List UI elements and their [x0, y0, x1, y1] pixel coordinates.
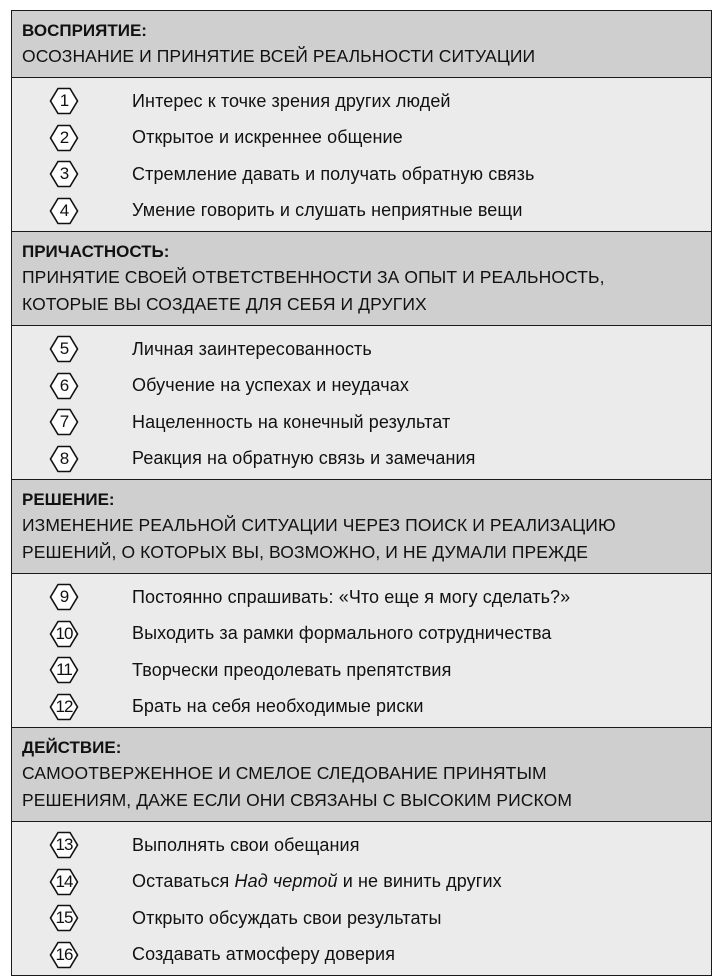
list-item	[12, 900, 711, 937]
list-item	[12, 827, 711, 864]
list-item	[12, 579, 711, 616]
hexagon-number-badge: 5	[49, 335, 79, 363]
section-title: ДЕЙСТВИЕ:	[22, 738, 122, 757]
item-text: Создавать атмосферу доверия	[132, 944, 396, 965]
list-item	[12, 83, 711, 120]
section-subtitle-line: КОТОРЫЕ ВЫ СОЗДАЕТЕ ДЛЯ СЕБЯ И ДРУГИХ	[22, 294, 427, 314]
item-text: Обучение на успехах и неудачах	[132, 375, 409, 396]
section-subtitle-line: РЕШЕНИЯМ, ДАЖЕ ЕСЛИ ОНИ СВЯЗАНЫ С ВЫСОКИМ РИСКОМ	[22, 790, 572, 810]
hexagon-number-badge: 1	[49, 87, 79, 115]
section-subtitle-line: ОСОЗНАНИЕ И ПРИНЯТИЕ ВСЕЙ РЕАЛЬНОСТИ СИТУАЦИИ	[22, 46, 536, 66]
hexagon-number-badge: 4	[49, 197, 79, 225]
item-text: Стремление давать и получать обратную связь	[132, 163, 535, 184]
item-text: Интерес к точке зрения других людей	[132, 90, 451, 111]
section-title: ВОСПРИЯТИЕ:	[22, 21, 147, 40]
list-item	[12, 331, 711, 368]
list-item	[12, 689, 711, 726]
item-text: Реакция на обратную связь и замечания	[132, 448, 476, 469]
item-text: Открытое и искреннее общение	[132, 127, 403, 148]
item-text: Брать на себя необходимые риски	[132, 696, 424, 717]
section-header-solution	[12, 480, 711, 574]
hexagon-number-badge: 15	[49, 904, 79, 932]
emphasis-text: Над чертой	[234, 871, 338, 892]
section-items-action	[12, 822, 711, 975]
hexagon-number-badge: 2	[49, 124, 79, 152]
hexagon-number-badge: 12	[49, 693, 79, 721]
section-items-accountability	[12, 326, 711, 480]
item-text: Открыто обсуждать свои результаты	[132, 907, 442, 928]
hexagon-number-badge: 10	[49, 620, 79, 648]
hexagon-number-badge: 7	[49, 408, 79, 436]
list-item	[12, 864, 711, 901]
section-header-action	[12, 728, 711, 822]
list-item	[12, 616, 711, 653]
hexagon-number-badge: 11	[49, 656, 79, 684]
item-text: Выполнять свои обещания	[132, 834, 360, 855]
list-item	[12, 937, 711, 974]
steps-table	[11, 10, 712, 976]
item-text: Выходить за рамки формального сотрудничества	[132, 623, 552, 644]
item-text: Постоянно спрашивать: «Что еще я могу сделать?»	[132, 586, 571, 607]
list-item	[12, 404, 711, 441]
hexagon-number-badge: 13	[49, 831, 79, 859]
hexagon-number-badge: 9	[49, 583, 79, 611]
item-text: Оставаться Над чертой и не винить других	[132, 871, 502, 892]
list-item	[12, 156, 711, 193]
section-subtitle-line: ПРИНЯТИЕ СВОЕЙ ОТВЕТСТВЕННОСТИ ЗА ОПЫТ И РЕАЛЬНОСТЬ,	[22, 267, 605, 287]
hexagon-number-badge: 16	[49, 941, 79, 969]
list-item	[12, 441, 711, 478]
item-text: Нацеленность на конечный результат	[132, 411, 451, 432]
section-title: РЕШЕНИЕ:	[22, 490, 115, 509]
list-item	[12, 120, 711, 157]
section-title: ПРИЧАСТНОСТЬ:	[22, 242, 170, 261]
list-item	[12, 652, 711, 689]
section-header-awareness	[12, 11, 711, 78]
hexagon-number-badge: 3	[49, 160, 79, 188]
section-items-solution	[12, 574, 711, 728]
hexagon-number-badge: 14	[49, 868, 79, 896]
section-items-awareness	[12, 78, 711, 232]
section-subtitle-line: ИЗМЕНЕНИЕ РЕАЛЬНОЙ СИТУАЦИИ ЧЕРЕЗ ПОИСК И РЕАЛИЗАЦИЮ	[22, 515, 616, 535]
item-text: Творчески преодолевать препятствия	[132, 659, 452, 680]
hexagon-number-badge: 8	[49, 445, 79, 473]
section-header-accountability	[12, 232, 711, 326]
section-subtitle-line: РЕШЕНИЙ, О КОТОРЫХ ВЫ, ВОЗМОЖНО, И НЕ ДУМАЛИ ПРЕЖДЕ	[22, 542, 589, 562]
item-text: Личная заинтересованность	[132, 338, 372, 359]
hexagon-number-badge: 6	[49, 372, 79, 400]
list-item	[12, 368, 711, 405]
section-subtitle-line: САМООТВЕРЖЕННОЕ И СМЕЛОЕ СЛЕДОВАНИЕ ПРИНЯТЫМ	[22, 763, 547, 783]
list-item	[12, 193, 711, 230]
item-text: Умение говорить и слушать неприятные вещи	[132, 200, 523, 221]
